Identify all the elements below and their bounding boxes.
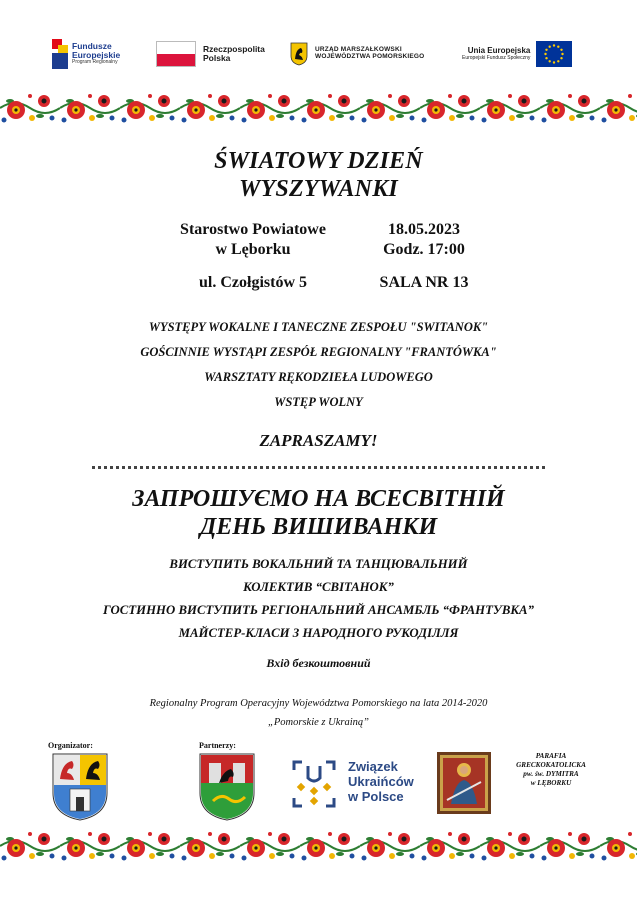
event-title-ua [0, 485, 637, 541]
powiat-leborski-crest-icon [52, 753, 108, 821]
sponsor-logos [52, 36, 592, 76]
parafia-line4: w LĘBORKU [530, 779, 572, 787]
program-ua-item: МАЙСТЕР-КЛАСИ З НАРОДНОГО РУКОДІЛЛЯ [178, 626, 459, 640]
embroidery-band-bottom [0, 826, 637, 866]
parafia-line2: GRECKOKATOLICKA [516, 761, 586, 769]
rp-line1: Rzeczpospolita [203, 44, 265, 55]
venue-line1: Starostwo Powiatowe [180, 221, 326, 238]
event-date: 18.05.2023 [388, 221, 460, 238]
parafia-line1: PARAFIA [535, 752, 567, 760]
rpo-line1: Regionalny Program Operacyjny Województwa Pomorskiego na lata 2014-2020 [149, 698, 488, 709]
event-time: Godz. 17:00 [383, 241, 465, 258]
zuwp-line1: Związek [348, 759, 398, 774]
partners-label: Partnerzy: [199, 741, 236, 750]
program-pl-item: GOŚCINNIE WYSTĄPI ZESPÓŁ REGIONALNY "FRANTÓWKA" [140, 345, 497, 359]
venue-street: ul. Czołgistów 5 [199, 274, 307, 291]
eu-flag-icon [536, 41, 572, 67]
zuwp-line2: Ukraińców [348, 774, 414, 789]
lebork-city-crest-icon [199, 753, 255, 821]
venue-block [160, 220, 346, 260]
program-ua-item: ВИСТУПИТЬ ВОКАЛЬНИЙ ТА ТАНЦЮВАЛЬНИЙ [169, 557, 468, 571]
ua-title-line2: ДЕНЬ ВИШИВАНКИ [199, 514, 438, 540]
program-pl-item: WARSZTATY RĘKODZIEŁA LUDOWEGO [204, 370, 433, 384]
embroidery-band-top [0, 88, 637, 128]
title-line2: WYSZYWANKI [239, 176, 398, 202]
parafia-line3: pw. św. DYMITRA [523, 770, 579, 778]
parafia-name [501, 752, 601, 788]
program-pl [0, 315, 637, 415]
fe-line3: Program Regionalny [72, 59, 118, 66]
rpo-line2: „Pomorskie z Ukrainą” [268, 717, 369, 728]
free-entry-ua: Вхід безкоштовний [266, 656, 371, 670]
program-ua-item: ГОСТИННО ВИСТУПИТЬ РЕГІОНАЛЬНИЙ АНСАМБЛЬ “ФРАНТУВКА” [103, 603, 534, 617]
ue-line2: Europejski Fundusz Społeczny [462, 54, 531, 61]
st-dymitr-icon-image [437, 752, 491, 814]
polish-flag-icon [156, 41, 196, 67]
um-line1: URZĄD MARSZAŁKOWSKI [315, 46, 402, 54]
ue-line1: Unia Europejska [467, 46, 531, 56]
fe-mark-icon [52, 39, 68, 69]
separator-dotted [92, 466, 545, 470]
fe-line1: Fundusze [72, 41, 112, 52]
event-title-pl [0, 147, 637, 203]
zuwp-name [348, 759, 414, 804]
rzeczpospolita-logo [156, 36, 265, 72]
invite-pl: ZAPRASZAMY! [259, 431, 378, 450]
event-room: SALA NR 13 [379, 274, 469, 291]
rpo-info [0, 694, 637, 732]
unia-europejska-logo [462, 36, 572, 72]
program-pl-item: WSTĘP WOLNY [274, 395, 363, 409]
program-ua-item: КОЛЕКТИВ “СВІТАНОК” [243, 580, 394, 594]
um-line2: WOJEWÓDZTWA POMORSKIEGO [315, 53, 425, 60]
ua-title-line1: ЗАПРОШУЄМО НА ВСЕСВІТНІЙ [132, 486, 505, 512]
program-pl-item: WYSTĘPY WOKALNE I TANECZNE ZESPOŁU "SWITANOK" [148, 320, 489, 334]
zuwp-ornament-icon [288, 756, 340, 812]
datetime-block [364, 220, 484, 260]
organizer-label: Organizator: [48, 741, 93, 750]
urzad-marszalkowski-logo [290, 36, 424, 72]
rp-line2: Polska [203, 53, 231, 63]
zuwp-line3: w Polsce [348, 789, 404, 804]
program-ua [0, 553, 637, 645]
fundusze-europejskie-logo [52, 36, 120, 72]
fe-line2: Europejskie [72, 50, 121, 61]
pomorskie-griffin-icon [290, 42, 308, 66]
title-line1: ŚWIATOWY DZIEŃ [214, 148, 423, 174]
venue-line2: w Lęborku [215, 241, 291, 258]
